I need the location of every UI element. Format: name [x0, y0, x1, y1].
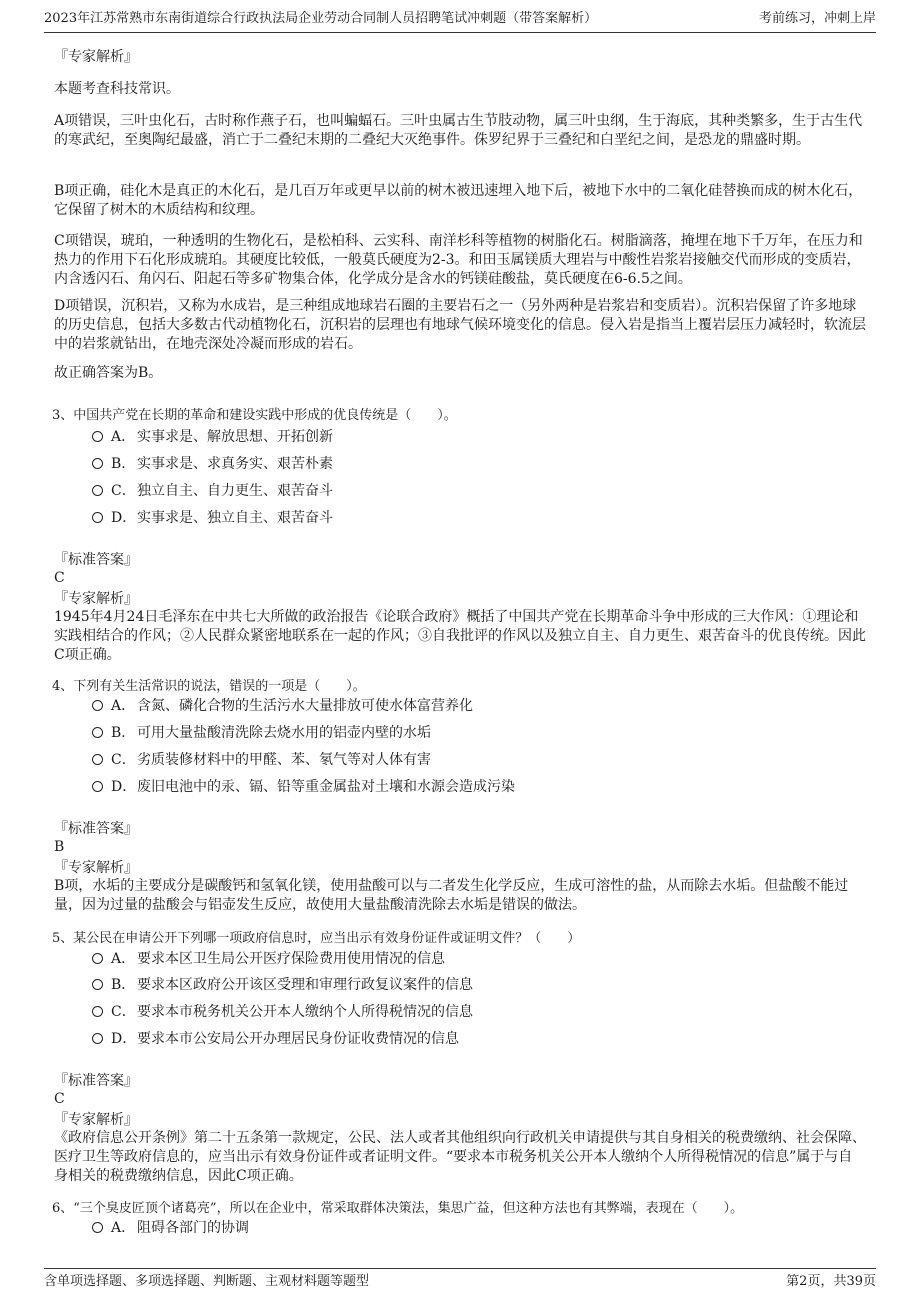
q2-analysis-para-2: A项错误，三叶虫化石，古时称作燕子石，也叫蝙蝠石。三叶虫属古生节肢动物，属三叶虫纲，生于海底，其种类繁多，生于古生代的寒武纪，至奥陶纪最盛，消亡于二叠纪末期的二叠纪大灭绝事件。侏罗纪界于三叠纪和白垩纪之间，是恐龙的鼎盛时期。 [54, 113, 863, 148]
q4-analysis: B项，水垢的主要成分是碳酸钙和氢氧化镁，使用盐酸可以与二者发生化学反应，生成可溶性的盐，从而除去水垢。但盐酸不能过量，因为过量的盐酸会与铝壶发生反应，故使用大量盐酸清洗除去水垢是错误的做法。 [54, 878, 849, 913]
q2-analysis-label: 『专家解析』 [54, 49, 138, 65]
q5-option-d[interactable]: D．要求本市公安局公开办理居民身份证收费情况的信息 [92, 1029, 459, 1049]
footer-question-types: 含单项选择题、多项选择题、判断题、主观材料题等题型 [44, 1274, 370, 1289]
q3-analysis: 1945年4月24日毛泽东在中共七大所做的政治报告《论联合政府》概括了中国共产党在长期革命斗争中形成的三大作风：①理论和实践相结合的作风；②人民群众紧密地联系在一起的作风；③自我批评的作风以及独立自主、自力更生、艰苦奋斗的优良传统。因此C项正确。 [54, 609, 866, 663]
page-header [44, 8, 876, 33]
q3-option-c[interactable]: C．独立自主、自力更生、艰苦奋斗 [92, 481, 333, 501]
radio-icon[interactable] [92, 512, 103, 523]
radio-icon[interactable] [92, 953, 103, 964]
q4-answer: B [54, 839, 65, 855]
q3-option-a[interactable]: A． 实事求是、解放思想、开拓创新 [92, 427, 333, 447]
q4-analysis-label: 『专家解析』 [54, 860, 138, 876]
q2-conclusion: 故正确答案为B。 [54, 365, 163, 381]
q5-analysis-label: 『专家解析』 [54, 1112, 138, 1128]
radio-icon[interactable] [92, 700, 103, 711]
q6-option-a[interactable]: A． 阻碍各部门的协调 [92, 1218, 249, 1238]
q2-analysis-para-3: B项正确，硅化木是真正的木化石，是几百万年或更早以前的树木被迅速埋入地下后，被地下水中的二氧化硅替换而成的树木化石，它保留了树木的木质结构和纹理。 [54, 183, 863, 218]
page-number: 第2页，共39页 [786, 1274, 876, 1289]
q2-analysis-para-5: D项错误，沉积岩，又称为水成岩，是三种组成地球岩石圈的主要岩石之一（另外两种是岩浆岩和变质岩）。沉积岩保留了许多地球的历史信息，包括大多数古代动植物化石，沉积岩的层理也有地球气候环境变化的信息。侵入岩是指当上覆岩层压力减轻时，软流层中的岩浆就钻出，在地壳深处冷凝而形成的岩石。 [54, 298, 866, 352]
q5-option-c[interactable]: C．要求本市税务机关公开本人缴纳个人所得税情况的信息 [92, 1002, 473, 1022]
radio-icon[interactable] [92, 781, 103, 792]
q4-option-a[interactable]: A． 含氮、磷化合物的生活污水大量排放可使水体富营养化 [92, 696, 473, 716]
q4-answer-label: 『标准答案』 [54, 821, 138, 837]
header-slogan: 考前练习，冲刺上岸 [758, 11, 876, 26]
radio-icon[interactable] [92, 431, 103, 442]
q3-answer: C [54, 570, 65, 586]
page-footer [44, 1268, 876, 1293]
radio-icon[interactable] [92, 754, 103, 765]
q3-question: 3、中国共产党在长期的革命和建设实践中形成的优良传统是（ ）。 [52, 408, 457, 423]
radio-icon[interactable] [92, 979, 103, 990]
radio-icon[interactable] [92, 727, 103, 738]
q5-option-a[interactable]: A． 要求本区卫生局公开医疗保险费用使用情况的信息 [92, 949, 445, 969]
q5-answer-label: 『标准答案』 [54, 1073, 138, 1089]
q2-analysis-para-4: C项错误，琥珀，一种透明的生物化石，是松柏科、云实科、南洋杉科等植物的树脂化石。树脂滴落，掩埋在地下千万年，在压力和热力的作用下石化形成琥珀。其硬度比较低，一般莫氏硬度为2-3。和田玉属镁质大理岩与中酸性岩浆岩接触交代而形成的变质岩，内含透闪石、角闪石、阳起石等多矿物集合体，化学成分是含水的钙镁硅酸盐，莫氏硬度在6-6.5之间。 [54, 233, 863, 287]
q4-question: 4、下列有关生活常识的说法，错误的一项是（ ）。 [52, 679, 366, 694]
q4-option-d[interactable]: D．废旧电池中的汞、镉、铅等重金属盐对土壤和水源会造成污染 [92, 777, 515, 797]
q3-option-b[interactable]: B． 实事求是、求真务实、艰苦朴素 [92, 454, 333, 474]
q5-analysis: 《政府信息公开条例》第二十五条第一款规定，公民、法人或者其他组织向行政机关申请提供与其自身相关的税费缴纳、社会保障、医疗卫生等政府信息的，应当出示有效身份证件或者证明文件。“要求本市税务机关公开本人缴纳个人所得税情况的信息”属于与自身相关的税费缴纳信息，因此C项正确。 [54, 1130, 866, 1184]
radio-icon[interactable] [92, 1222, 103, 1233]
radio-icon[interactable] [92, 1006, 103, 1017]
q5-question: 5、某公民在申请公开下列哪一项政府信息时，应当出示有效身份证件或证明文件？（ ） [52, 931, 581, 946]
q5-option-b[interactable]: B． 要求本区政府公开该区受理和审理行政复议案件的信息 [92, 975, 473, 995]
radio-icon[interactable] [92, 458, 103, 469]
q3-answer-label: 『标准答案』 [54, 552, 138, 568]
q3-option-d[interactable]: D．实事求是、独立自主、艰苦奋斗 [92, 508, 333, 528]
q4-option-c[interactable]: C．劣质装修材料中的甲醛、苯、氡气等对人体有害 [92, 750, 431, 770]
q4-option-b[interactable]: B． 可用大量盐酸清洗除去烧水用的铝壶内壁的水垢 [92, 723, 431, 743]
q6-question: 6、“三个臭皮匠顶个诸葛亮”，所以在企业中，常采取群体决策法，集思广益，但这种方法也有其弊端，表现在（ ）。 [52, 1201, 744, 1216]
q5-answer: C [54, 1091, 65, 1107]
q2-analysis-para-1: 本题考查科技常识。 [54, 81, 180, 97]
radio-icon[interactable] [92, 1033, 103, 1044]
radio-icon[interactable] [92, 485, 103, 496]
q3-analysis-label: 『专家解析』 [54, 591, 138, 607]
document-title: 2023年江苏常熟市东南街道综合行政执法局企业劳动合同制人员招聘笔试冲刺题（带答案解析） [44, 11, 598, 26]
